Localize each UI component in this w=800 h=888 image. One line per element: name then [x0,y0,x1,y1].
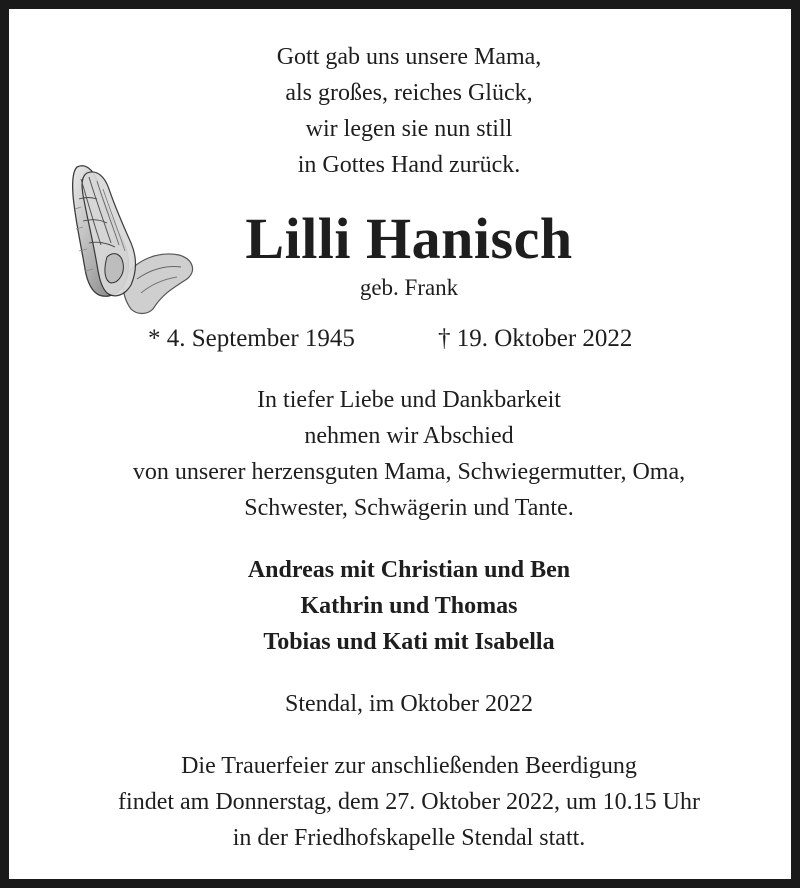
message-line-4: Schwester, Schwägerin und Tante. [244,495,574,521]
place-date: Stendal, im Oktober 2022 [285,691,533,717]
maiden-name: geb. Frank [359,275,459,300]
birth-date: * 4. September 1945 [148,325,355,352]
funeral-line-3: in der Friedhofskapelle Stendal statt. [232,825,586,851]
message-line-3: von unserer herzensguten Mama, Schwiegermutter, Oma, [132,459,686,485]
verse-line-4: in Gottes Hand zurück. [297,152,521,178]
message-line-1: In tiefer Liebe und Dankbarkeit [257,387,561,413]
death-date: † 19. Oktober 2022 [438,325,633,352]
funeral-line-1: Die Trauerfeier zur anschließenden Beerdigung [181,753,637,779]
message-line-2: nehmen wir Abschied [304,423,514,449]
verse-line-1: Gott gab uns unsere Mama, [276,44,542,70]
family-line-1: Andreas mit Christian und Ben [247,557,571,583]
family-line-2: Kathrin und Thomas [300,593,518,619]
funeral-line-2: findet am Donnerstag, dem 27. Oktober 2022, um 10.15 Uhr [118,789,700,815]
family-line-3: Tobias und Kati mit Isabella [263,629,555,655]
verse-line-3: wir legen sie nun still [305,116,513,142]
deceased-name: Lilli Hanisch [245,206,573,271]
verse-line-2: als großes, reiches Glück, [285,80,533,106]
